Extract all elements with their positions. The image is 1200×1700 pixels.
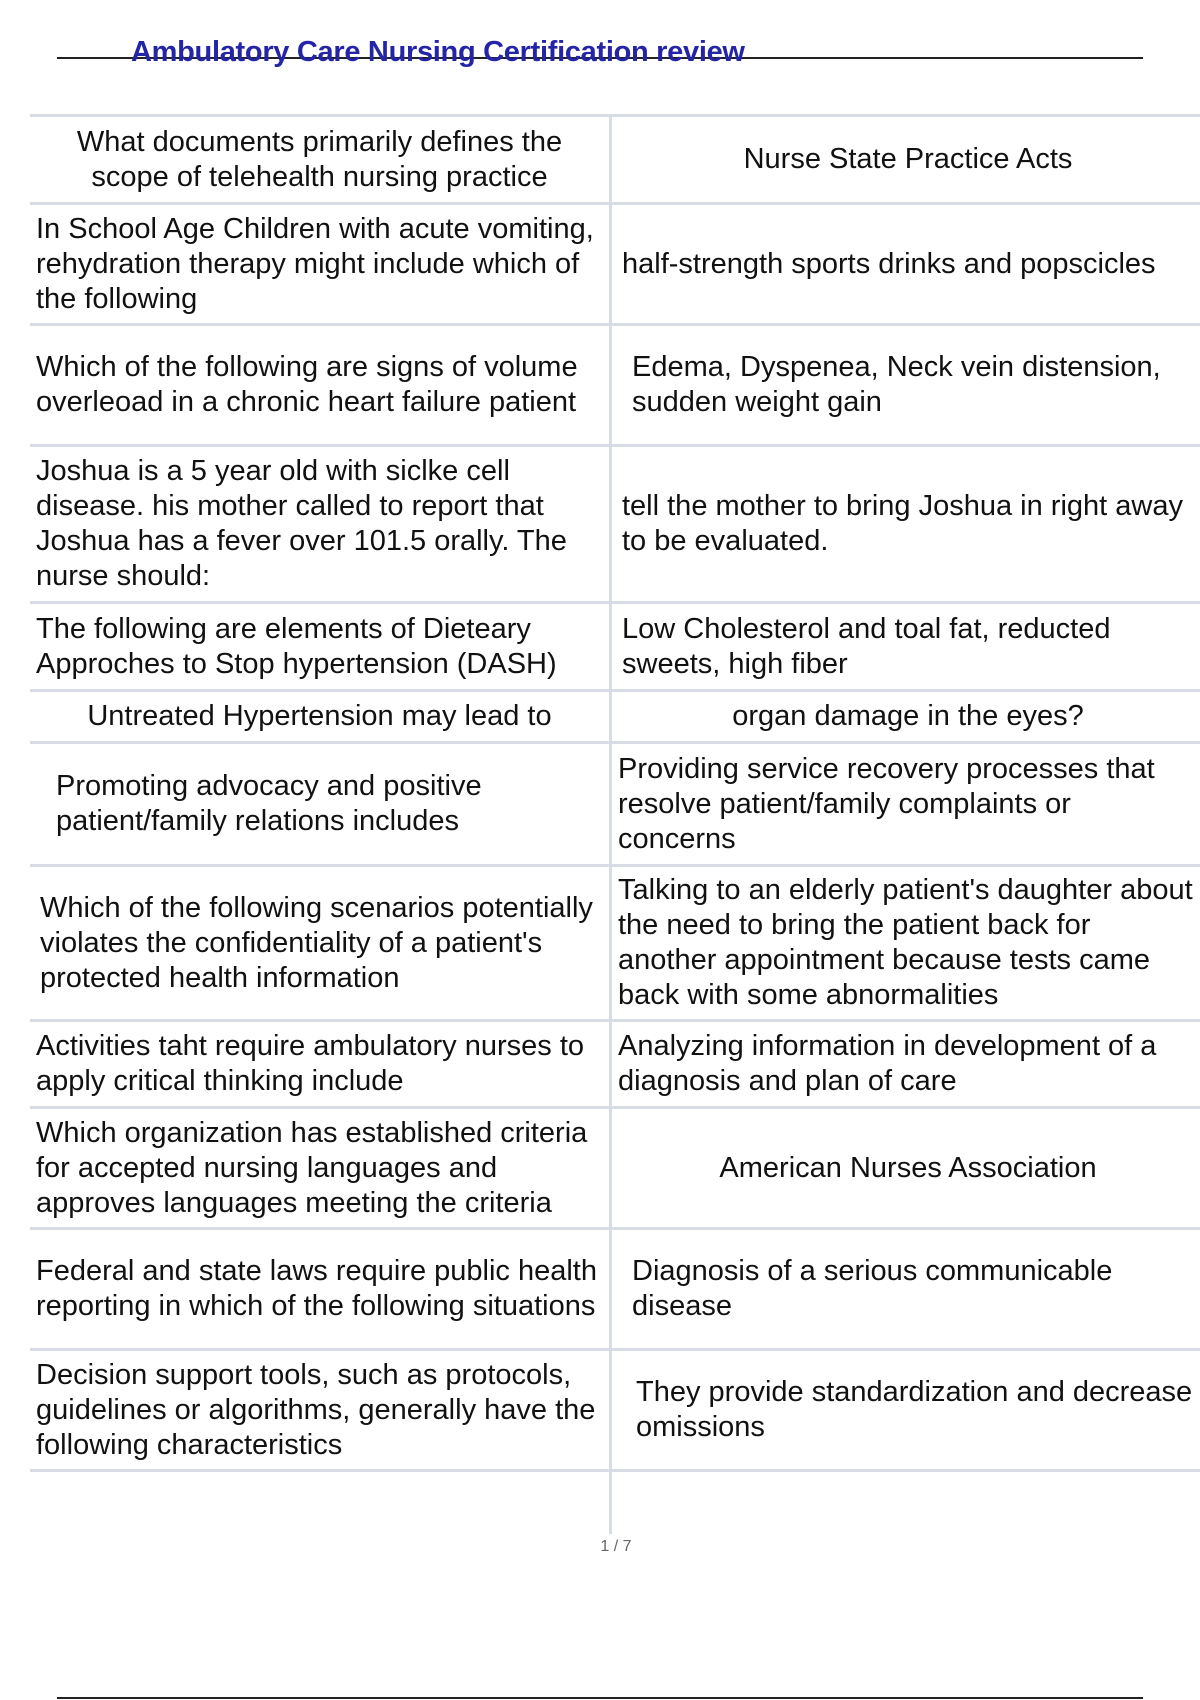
answer-cell: Diagnosis of a serious communicable disease [632, 1255, 1113, 1322]
question-cell: Which organization has established criteria for accepted nursing languages and approves languages meeting the criteria [30, 1109, 612, 1227]
document-title: Ambulatory Care Nursing Certification review [131, 36, 745, 68]
table-row [30, 447, 1200, 604]
table-row [30, 1230, 1200, 1351]
answer-cell: Edema, Dyspenea, Neck vein distension, sudden weight gain [632, 351, 1161, 418]
question-cell: The following are elements of Dieteary Approches to Stop hypertension (DASH) [30, 604, 612, 689]
answer-cell: Low Cholesterol and toal fat, reducted sweets, high fiber [622, 612, 1111, 680]
table-row [30, 1022, 1200, 1109]
answer-cell: tell the mother to bring Joshua in right away to be evaluated. [622, 490, 1183, 557]
question-cell: Untreated Hypertension may lead to [30, 692, 612, 741]
question-cell: Promoting advocacy and positive patient/family relations includes [30, 744, 612, 864]
answer-cell: They provide standardization and decrease omissions [636, 1376, 1193, 1443]
page-indicator: 1 / 7 [600, 1538, 632, 1555]
answer-cell: Analyzing information in development of a diagnosis and plan of care [618, 1030, 1157, 1097]
column-divider-tail [30, 1472, 612, 1534]
question-cell: Which of the following scenarios potentially violates the confidentiality of a patient's protected health information [30, 867, 612, 1019]
answer-cell: Talking to an elderly patient's daughter about the need to bring the patient back for another appointment because tests came back with some abnormalities [618, 874, 1193, 1011]
question-cell: Federal and state laws require public health reporting in which of the following situations [30, 1230, 612, 1348]
table-row [30, 692, 1200, 744]
question-cell: What documents primarily defines the scope of telehealth nursing practice [30, 117, 612, 202]
answer-cell: Nurse State Practice Acts [743, 143, 1073, 175]
table-row [30, 744, 1200, 867]
table-row [30, 114, 1200, 205]
table-row [30, 867, 1200, 1022]
table-row [30, 205, 1200, 326]
question-cell: Which of the following are signs of volume overleoad in a chronic heart failure patient [30, 326, 612, 444]
answer-cell: Providing service recovery processes that resolve patient/family complaints or concerns [618, 752, 1155, 855]
answer-cell: American Nurses Association [719, 1151, 1097, 1184]
question-cell: In School Age Children with acute vomiting, rehydration therapy might include which of the following [30, 205, 612, 323]
question-cell: Activities taht require ambulatory nurses to apply critical thinking include [30, 1022, 612, 1106]
table-row [30, 1351, 1200, 1472]
answer-cell: half-strength sports drinks and popscicles [622, 247, 1156, 280]
footer-rule [57, 1697, 1143, 1699]
qa-table [30, 114, 1200, 1534]
table-row [30, 1109, 1200, 1230]
table-row [30, 604, 1200, 692]
table-row [30, 326, 1200, 447]
question-cell: Joshua is a 5 year old with siclke cell disease. his mother called to report that Joshua has a fever over 101.5 orally. The nurse should: [30, 447, 612, 601]
question-cell: Decision support tools, such as protocols, guidelines or algorithms, generally have the following characteristics [30, 1351, 612, 1469]
answer-cell: organ damage in the eyes? [732, 700, 1084, 732]
